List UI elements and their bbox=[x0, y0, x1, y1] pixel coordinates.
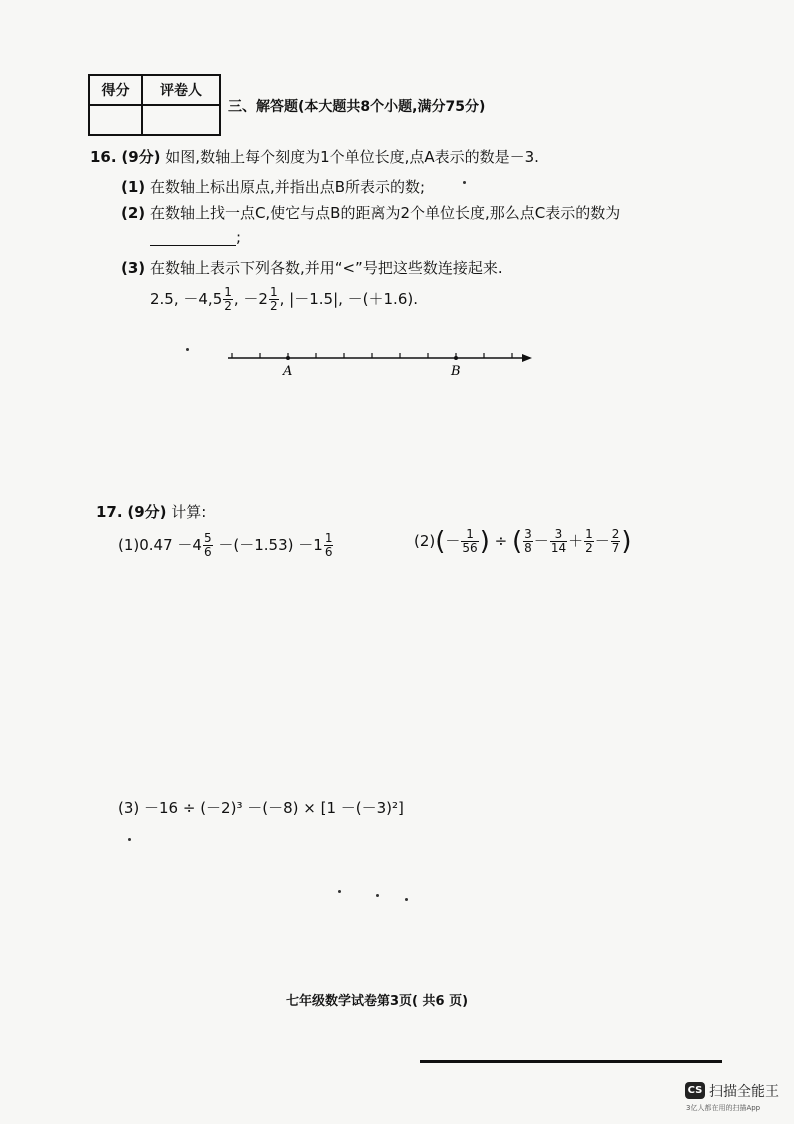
answer-blank[interactable] bbox=[150, 231, 236, 246]
fraction: $\frac{3}{14}$ bbox=[550, 527, 567, 555]
scan-speck bbox=[338, 890, 341, 893]
q16-part3-text: 在数轴上表示下列各数,并用“<”号把这些数连接起来. bbox=[149, 259, 503, 277]
point-b bbox=[454, 356, 458, 360]
q16-part3 bbox=[121, 257, 503, 278]
list-part-b: , －2 bbox=[233, 290, 268, 308]
q17-points: (9分) bbox=[127, 503, 167, 521]
expr2-neg: － bbox=[445, 532, 461, 550]
section-title: 三、解答题(本大题共8个小题,满分75分) bbox=[228, 99, 486, 115]
scan-speck bbox=[128, 838, 131, 841]
expr2-op: ＋ bbox=[568, 532, 584, 550]
fraction: $\frac{1}{2}$ bbox=[269, 285, 278, 313]
fraction: $\frac{1}{56}$ bbox=[462, 527, 478, 555]
bottom-rule bbox=[420, 1060, 722, 1063]
expr2-op: － bbox=[533, 532, 549, 550]
q17-expr1 bbox=[118, 532, 334, 559]
scanner-tagline: 3亿人都在用的扫描App bbox=[686, 1104, 761, 1112]
q17-expr3: (3) －16 ÷ (－2)³ －(－8) × [1 －(－3)²] bbox=[118, 799, 404, 817]
expr2-label: (2) bbox=[414, 532, 436, 550]
fraction: $\frac{5}{6}$ bbox=[203, 531, 212, 559]
fraction: $\frac{3}{8}$ bbox=[524, 527, 532, 555]
scan-speck bbox=[186, 348, 189, 351]
axis-arrow bbox=[522, 354, 532, 362]
grader-cell bbox=[142, 105, 220, 135]
list-part-a: 2.5, －4,5 bbox=[150, 290, 223, 308]
expr2-op: － bbox=[594, 532, 610, 550]
scanner-name: 扫描全能王 bbox=[709, 1084, 779, 1100]
scan-speck bbox=[463, 181, 466, 184]
q16-number-list bbox=[150, 286, 418, 313]
score-table bbox=[88, 74, 221, 136]
label-a: A bbox=[283, 364, 293, 379]
q16-part2-text: 在数轴上找一点C,使它与点B的距离为2个单位长度,那么点C表示的数为 bbox=[149, 204, 621, 222]
label-b: B bbox=[451, 364, 461, 379]
q17-number: 17. bbox=[96, 503, 123, 521]
q16-part2-label: (2) bbox=[121, 204, 146, 222]
q16-stem: 如图,数轴上每个刻度为1个单位长度,点A表示的数是－3. bbox=[165, 148, 539, 166]
q16-part1 bbox=[121, 176, 425, 197]
grader-header: 评卷人 bbox=[142, 75, 220, 105]
q16-part1-text: 在数轴上标出原点,并指出点B所表示的数; bbox=[149, 178, 426, 196]
scan-speck bbox=[376, 894, 379, 897]
q16-points: (9分) bbox=[121, 148, 161, 166]
score-cell bbox=[89, 105, 142, 135]
list-part-c: , |－1.5|, －(＋1.6). bbox=[279, 290, 418, 308]
q16-part2 bbox=[121, 202, 620, 223]
fraction: $\frac{2}{7}$ bbox=[611, 527, 620, 555]
fraction: $\frac{1}{6}$ bbox=[324, 531, 333, 559]
q16-part2-answer bbox=[150, 228, 241, 246]
q17-stem: 计算: bbox=[171, 503, 207, 521]
score-header: 得分 bbox=[89, 75, 142, 105]
point-a bbox=[286, 356, 290, 360]
q16-part1-label: (1) bbox=[121, 178, 146, 196]
scanner-logo-icon: CS bbox=[685, 1082, 705, 1099]
scan-speck bbox=[405, 898, 408, 901]
page-footer: 七年级数学试卷第3页( 共6 页) bbox=[286, 994, 469, 1009]
q17-stem-line bbox=[96, 501, 206, 522]
expr1-part-a: (1)0.47 －4 bbox=[118, 536, 202, 554]
q16-number: 16. bbox=[90, 148, 117, 166]
q17-expr2: (2)(－ $\frac{1}{56}$ ) ÷ ( $\frac{3}{8}$ － $\frac{3}{14}$ ＋ $\frac{1}{2}$ － $\frac{2}{7}$ ) bbox=[414, 526, 632, 557]
q16-part3-label: (3) bbox=[121, 259, 146, 277]
fraction: $\frac{1}{2}$ bbox=[585, 527, 593, 555]
expr2-div: ÷ bbox=[494, 532, 508, 550]
q16-part2-end: ; bbox=[236, 228, 242, 246]
number-line bbox=[220, 344, 540, 384]
fraction: $\frac{1}{2}$ bbox=[224, 285, 232, 313]
expr1-part-b: －(－1.53) －1 bbox=[218, 536, 323, 554]
q16-stem-line bbox=[90, 146, 539, 167]
